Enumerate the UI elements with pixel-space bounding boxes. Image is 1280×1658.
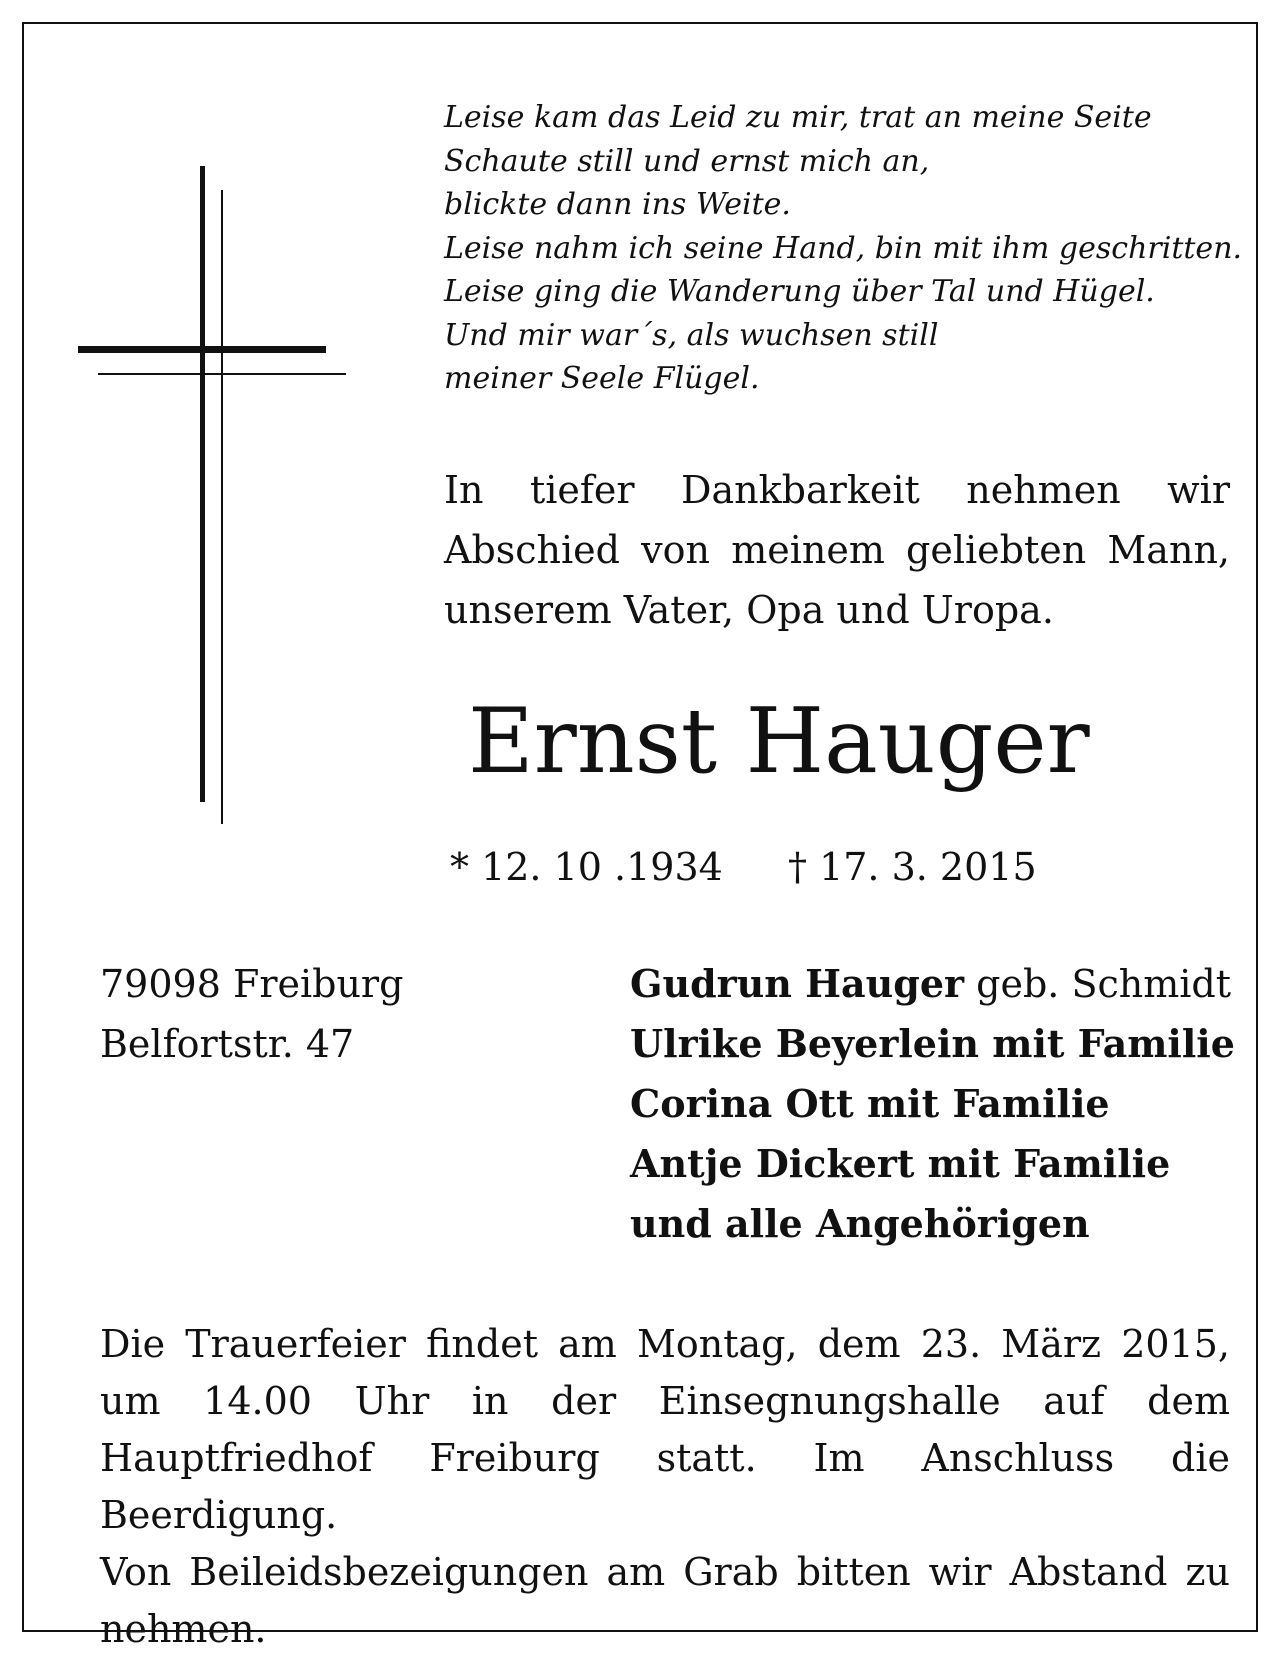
poem-line: meiner Seele Flügel. [444, 361, 760, 396]
poem-line: Schaute still und ernst mich an, [444, 143, 930, 179]
mourner-name-suffix: geb. Schmidt [964, 962, 1232, 1006]
mourners-list [630, 954, 1250, 1254]
address-city: 79098 Freiburg [100, 962, 404, 1006]
mourner-line: Ulrike Beyerlein mit Familie [630, 1021, 1235, 1066]
poem-line: Und mir war´s, als wuchsen still [444, 317, 939, 353]
mourner-name: Gudrun Hauger [630, 961, 965, 1006]
poem-line: Leise ging die Wanderung über Tal und Hügel. [444, 274, 1155, 309]
cross-vertical-bar [200, 166, 205, 802]
mourner-line: Corina Ott mit Familie [630, 1081, 1110, 1126]
service-text: Die Trauerfeier findet am Montag, dem 23. März 2015, um 14.00 Uhr in der Einsegnungshalle auf dem Hauptfriedhof Freiburg statt. Im Anschluss die Beerdigung. [100, 1322, 1230, 1537]
death-date: † 17. 3. 2015 [788, 845, 1037, 889]
mourner-line [630, 954, 1250, 1014]
poem [444, 96, 1244, 401]
poem-line: blickte dann ins Weite. [444, 187, 791, 222]
mourner-line: Antje Dickert mit Familie [630, 1141, 1171, 1186]
birth-date: * 12. 10 .1934 [450, 845, 723, 889]
intro-text: In tiefer Dankbarkeit nehmen wir Abschied von meinem geliebten Mann, unserem Vater, Opa und Uropa. [444, 468, 1230, 632]
poem-line: Leise kam das Leid zu mir, trat an meine Seite [444, 100, 1152, 135]
obituary-frame [22, 22, 1258, 1651]
poem-line: Leise nahm ich seine Hand, bin mit ihm geschritten. [444, 230, 1243, 266]
funeral-service-info [100, 1316, 1230, 1658]
cross-horizontal-thin-line [98, 373, 346, 375]
mourner-line: und alle Angehörigen [630, 1201, 1090, 1246]
cross-horizontal-bar [78, 346, 326, 353]
address-street: Belfortstr. 47 [100, 1022, 355, 1066]
cross-vertical-thin-line [221, 190, 223, 824]
service-note: Von Beileidsbezeigungen am Grab bitten wir Abstand zu nehmen. [100, 1550, 1230, 1651]
address [100, 954, 403, 1074]
deceased-name: Ernst Hauger [468, 689, 1090, 794]
